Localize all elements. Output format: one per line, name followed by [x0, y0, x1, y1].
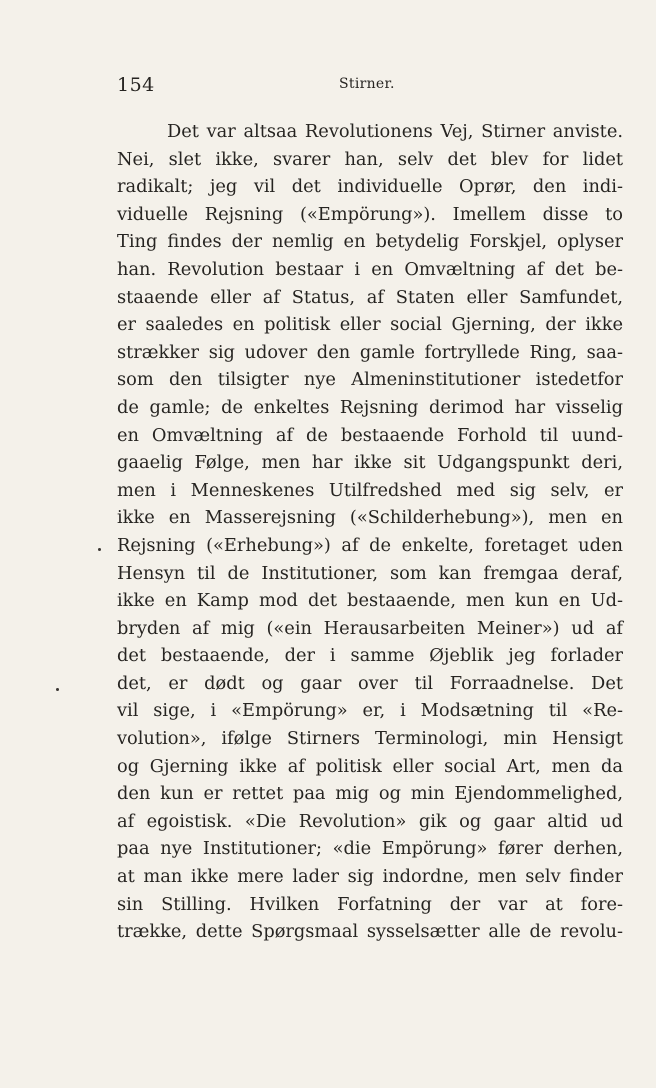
- text-line: volution», ifølge Stirners Terminologi, min Hensigt: [117, 728, 623, 750]
- text-line: Nei, slet ikke, svarer han, selv det blev for lidet: [117, 148, 623, 170]
- text-line: radikalt; jeg vil det individuelle Oprør, den indi-: [117, 176, 623, 198]
- text-line: ikke en Masserejsning («Schilderhebung»), men en: [117, 507, 623, 529]
- text-line: trække, dette Spørgsmaal sysselsætter alle de revolu-: [117, 921, 623, 943]
- text-line: er saaledes en politisk eller social Gjerning, der ikke: [117, 314, 623, 336]
- body-text: [117, 118, 623, 946]
- text-line: men i Menneskenes Utilfredshed med sig selv, er: [117, 479, 623, 501]
- text-line: en Omvæltning af de bestaaende Forhold til uund-: [117, 424, 623, 446]
- text-line: paa nye Institutioner; «die Empörung» fører derhen,: [117, 838, 623, 860]
- text-line: det bestaaende, der i samme Øjeblik jeg forlader: [117, 645, 623, 667]
- text-line: staaende eller af Status, af Staten eller Samfundet,: [117, 286, 623, 308]
- text-line: af egoistisk. «Die Revolution» gik og gaar altid ud: [117, 810, 623, 832]
- text-line: viduelle Rejsning («Empörung»). Imellem disse to: [117, 203, 623, 225]
- text-line: strækker sig udover den gamle fortryllede Ring, saa-: [117, 341, 623, 363]
- text-line: vil sige, i «Empörung» er, i Modsætning til «Re-: [117, 700, 623, 722]
- text-line: som den tilsigter nye Almeninstitutioner istedetfor: [117, 369, 623, 391]
- text-line: Rejsning («Erhebung») af de enkelte, foretaget uden: [117, 534, 623, 556]
- text-line: han. Revolution bestaar i en Omvæltning af det be-: [117, 258, 623, 280]
- running-head: [117, 74, 623, 98]
- margin-speck: [98, 548, 101, 551]
- text-line: de gamle; de enkeltes Rejsning derimod har visselig: [117, 396, 623, 418]
- text-line: Hensyn til de Institutioner, som kan fremgaa deraf,: [117, 562, 623, 584]
- text-line: Det var altsaa Revolutionens Vej, Stirner anviste.: [167, 121, 623, 142]
- text-line: at man ikke mere lader sig indordne, men selv finder: [117, 866, 623, 888]
- text-line: sin Stilling. Hvilken Forfatning der var at fore-: [117, 893, 623, 915]
- margin-speck: [56, 688, 59, 691]
- text-line: bryden af mig («ein Herausarbeiten Meiner») ud af: [117, 617, 623, 639]
- text-line: gaaelig Følge, men har ikke sit Udgangspunkt deri,: [117, 452, 623, 474]
- text-line: og Gjerning ikke af politisk eller social Art, men da: [117, 755, 623, 777]
- text-line: ikke en Kamp mod det bestaaende, men kun en Ud-: [117, 590, 623, 612]
- running-title: Stirner.: [339, 76, 395, 92]
- text-line: det, er dødt og gaar over til Forraadnelse. Det: [117, 672, 623, 694]
- page-number: 154: [117, 74, 155, 96]
- text-line: den kun er rettet paa mig og min Ejendommelighed,: [117, 783, 623, 805]
- text-line: Ting findes der nemlig en betydelig Forskjel, oplyser: [117, 231, 623, 253]
